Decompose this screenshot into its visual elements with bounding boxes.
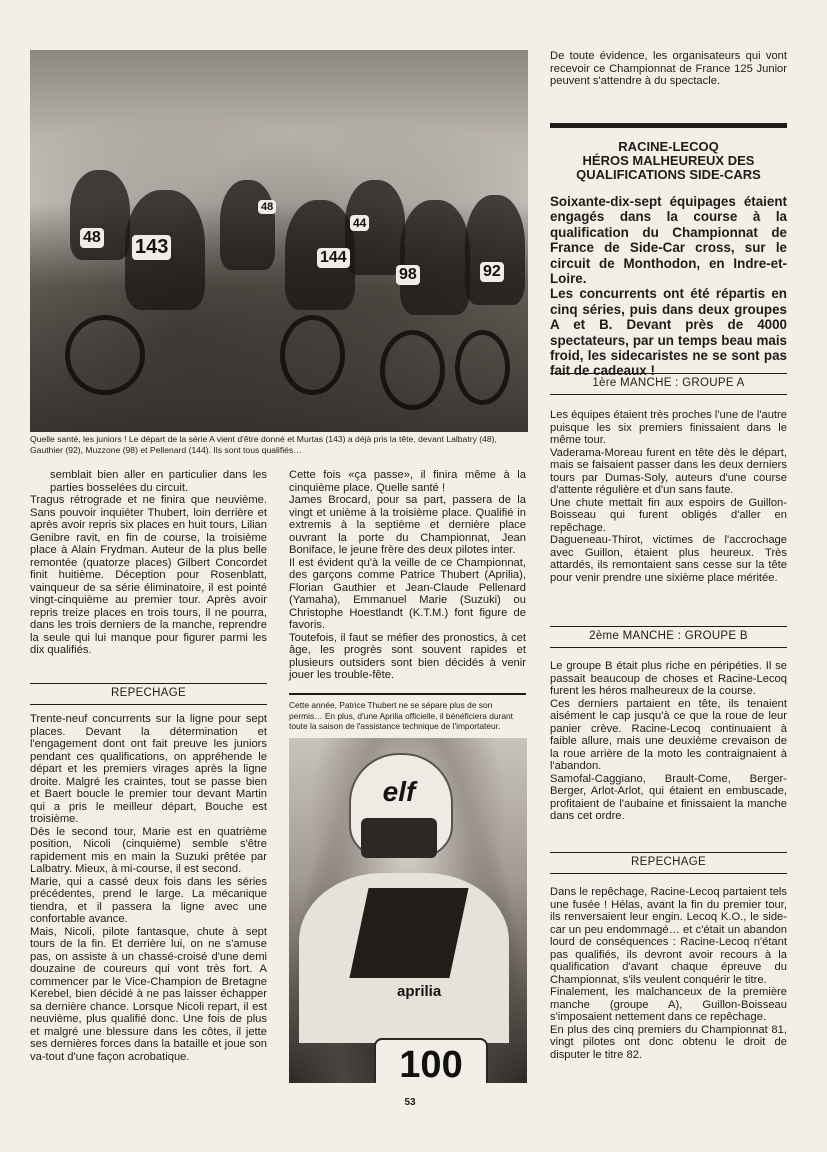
plate-44: 44 <box>350 215 369 231</box>
helmet-visor <box>361 818 437 858</box>
caption-divider <box>289 693 526 695</box>
page-number: 53 <box>404 1097 416 1108</box>
paragraph: Les équipes étaient très proches l'une de l'autre puisque les six premiers finissaient dans le même tour. <box>550 409 787 446</box>
paragraph: Dans le repêchage, Racine-Lecoq partaient tels une fusée ! Hélas, avant la fin du premier tour, ils renversaient leur engin. Lecoq K.O., le side-car un peu endommagé… et c'était un abandon lourd de conséquences : Racine-Lecoq n'étant pas qualifiés, ils devront avoir recours à la qualification d'avant chaque épreuve du Championnat, s'ils veulent conquérir le titre. <box>550 886 787 986</box>
jersey-graphic <box>349 888 468 978</box>
plate-92: 92 <box>480 262 504 282</box>
paragraph: Dès le second tour, Marie est en quatrième position, Nicoli (cinquième) semble s'être rapidement mis en main la Suzuki prêtée par Lalbatry. Mieux, à mi-course, il est second. <box>30 825 267 875</box>
paragraph: Dagueneau-Thirot, victimes de l'accrochage avec Guillon, étaient plus heureux. Très attardés, ils remontaient sans cesse sur la tête pour venir prendre une sixième place méritée. <box>550 534 787 584</box>
plate-143: 143 <box>132 235 171 260</box>
column-2 <box>289 469 526 682</box>
column-3-intro: De toute évidence, les organisateurs qui vont recevoir ce Championnat de France 125 Junior peuvent s'attendre à du spectacle. <box>550 50 787 87</box>
paragraph: Le groupe B était plus riche en péripéties. Il se passait beaucoup de choses et Racine-Lecoq furent les héros malheureux de la course. <box>550 660 787 697</box>
paragraph: Mais, Nicoli, pilote fantasque, chute à sept tours de la fin. Et derrière lui, on ne s'amuse pas, on assiste à un chassé-croisé d'une demi douzaine de coureurs qui vont très fort. A commencer par le Vice-Champion de Bretagne Kerebel, bien décidé à ne pas laisser échapper sa dernière chance. Lorsque Nicoli repart, il est neuvième, plus qualifié donc. Une fois de plus et malgré une blessure dans les côtes, il jette ses dernières forces dans la bataille et joue son va-tout d'une façon acrobatique. <box>30 925 267 1063</box>
headline-line: QUALIFICATIONS SIDE-CARS <box>576 167 761 182</box>
paragraph: Samofal-Caggiano, Brault-Come, Berger-Berger, Arlot-Arlot, qui étaient en embuscade, profitaient de l'aubaine et finissaient la manche dans cet ordre. <box>550 772 787 822</box>
manche1-heading: 1ère MANCHE : GROUPE A <box>550 373 787 395</box>
paragraph: semblait bien aller en particulier dans les parties bosselées du circuit. <box>50 469 267 494</box>
paragraph: Finalement, les malchanceux de la première manche (groupe A), Guillon-Boisseau s'imposaient nettement dans ce repêchage. <box>550 986 787 1023</box>
helmet-logo: elf <box>382 776 416 807</box>
headline-line: RACINE-LECOQ <box>618 139 719 154</box>
repechage-heading-1: REPECHAGE <box>30 683 267 705</box>
sidecar-lead <box>550 194 787 379</box>
repechage-heading-2: REPECHAGE <box>550 852 787 874</box>
paragraph: Toutefois, il faut se méfier des pronostics, à cet âge, les progrès sont souvent rapides et plusieurs outsiders sont bien décidés à venir jouer les trouble-fête. <box>289 631 526 681</box>
paragraph: Une chute mettait fin aux espoirs de Guillon-Boisseau qui furent obligés d'aller en repêchage. <box>550 496 787 534</box>
rider-photo-caption: Cette année, Patrice Thubert ne se sépare plus de son permis… En plus, d'une Aprilia officielle, il bénéficiera durant toute la saison de l'assistance technique de l'importateur. <box>289 700 513 731</box>
paragraph: Trente-neuf concurrents sur la ligne pour sept places. Devant la détermination et l'engagement dont ont fait preuve les juniors pendant ces qualifications, on appréhende le départ et les premiers virages après la ligne droite. Malgré les craintes, tout se passe bien et Baert boucle le premier tour devant Martin qui a pris le meilleur départ, Bouche est troisième. <box>30 713 267 825</box>
column-1-repechage <box>30 713 267 1063</box>
manche2-text <box>550 660 787 823</box>
plate-48: 48 <box>80 228 104 248</box>
paragraph: Tragus rétrograde et ne finira que neuvième. Sans pouvoir inquiéter Thubert, loin derrière et après avoir repris six places en huit tours, Lilian Genibre ravit, en fin de course, la troisième place à Alain Frydman. Auteur de la plus belle remontée (quatorze places) Gilbert Concordet finit huitième. Déception pour Rosenblatt, vainqueur de sa série éliminatoire, il est pointé vingt-cinquième au premier tour. Après avoir repris treize places en trois tours, il ne pourra, dans les trois derniers de la manche, reprendre la seule qui lui manque pour figurer parmi les dix qualifiés. <box>30 494 267 656</box>
plate-48b: 48 <box>258 200 276 214</box>
paragraph: Ces derniers partaient en tête, ils tenaient aisément le cap jusqu'à ce que la roue de leur panier crève. Racine-Lecoq continuaient à faible allure, mais une deuxième crevaison de la roue arrière de la moto les contraignaient à l'abandon. <box>550 697 787 772</box>
paragraph: James Brocard, pour sa part, passera de la vingt et unième à la troisième place. Qualifié in extremis à la septième et dernière place ouvrant la porte du Championnat, Jean Boniface, le jeune frère des deux pilotes inter. <box>289 494 526 556</box>
paragraph: Cette fois «ça passe», il finira même à la cinquième place. Quelle santé ! <box>289 469 526 494</box>
plate-98: 98 <box>396 265 420 285</box>
main-race-photo <box>30 50 528 432</box>
paragraph: Il est évident qu'à la veille de ce Championnat, des garçons comme Patrice Thubert (Aprilia), Florian Gauthier et Jean-Claude Pellenard (Yamaha), Emmanuel Marie (Suzuki) ou Christophe Hoestlandt (K.T.M.) font figure de favoris. <box>289 556 526 631</box>
paragraph: Marie, qui a cassé deux fois dans les séries précédentes, prend le large. La mécanique tiendra, et il passera la ligne avec une confortable avance. <box>30 875 267 925</box>
paragraph: En plus des cinq premiers du Championnat 81, vingt pilotes ont donc obtenu le droit de disputer le titre 82. <box>550 1023 787 1061</box>
rider-number-plate: 100 <box>374 1038 488 1083</box>
manche2-heading: 2ème MANCHE : GROUPE B <box>550 626 787 648</box>
manche1-text <box>550 409 787 584</box>
lead-paragraph: Soixante-dix-sept équipages étaient engagés dans la course à la qualification du Championnat de France de Side-Car cross, sur le circuit de Monthodon, en Indre-et-Loire. <box>550 194 787 287</box>
column-1 <box>30 469 267 657</box>
sidecar-headline <box>550 140 787 182</box>
jersey-brand: aprilia <box>397 983 442 1000</box>
repechage-text-2 <box>550 886 787 1061</box>
main-photo-caption: Quelle santé, les juniors ! Le départ de la série A vient d'être donné et Murtas (143) a déjà pris la tête, devant Lalbatry (48), Gauthier (92), Muzzone (98) et Pellenard (144). Ils sont tous qualifiés… <box>30 434 497 455</box>
title-rule <box>550 123 787 128</box>
rider-photo <box>289 738 527 1083</box>
lead-paragraph: Les concurrents ont été répartis en cinq séries, puis dans deux groupes A et B. Devant près de 4000 spectateurs, par un temps beau mais froid, les sidecaristes ne se sont pas fait de cadeaux ! <box>550 286 787 379</box>
paragraph: Vaderama-Moreau furent en tête dès le départ, mais se faisaient passer dans les deux derniers tours par Dumas-Soly, auteurs d'une course d'attente régulière et d'un sans faute. <box>550 446 787 496</box>
plate-144: 144 <box>317 248 350 268</box>
headline-line: HÉROS MALHEUREUX DES <box>582 153 755 168</box>
